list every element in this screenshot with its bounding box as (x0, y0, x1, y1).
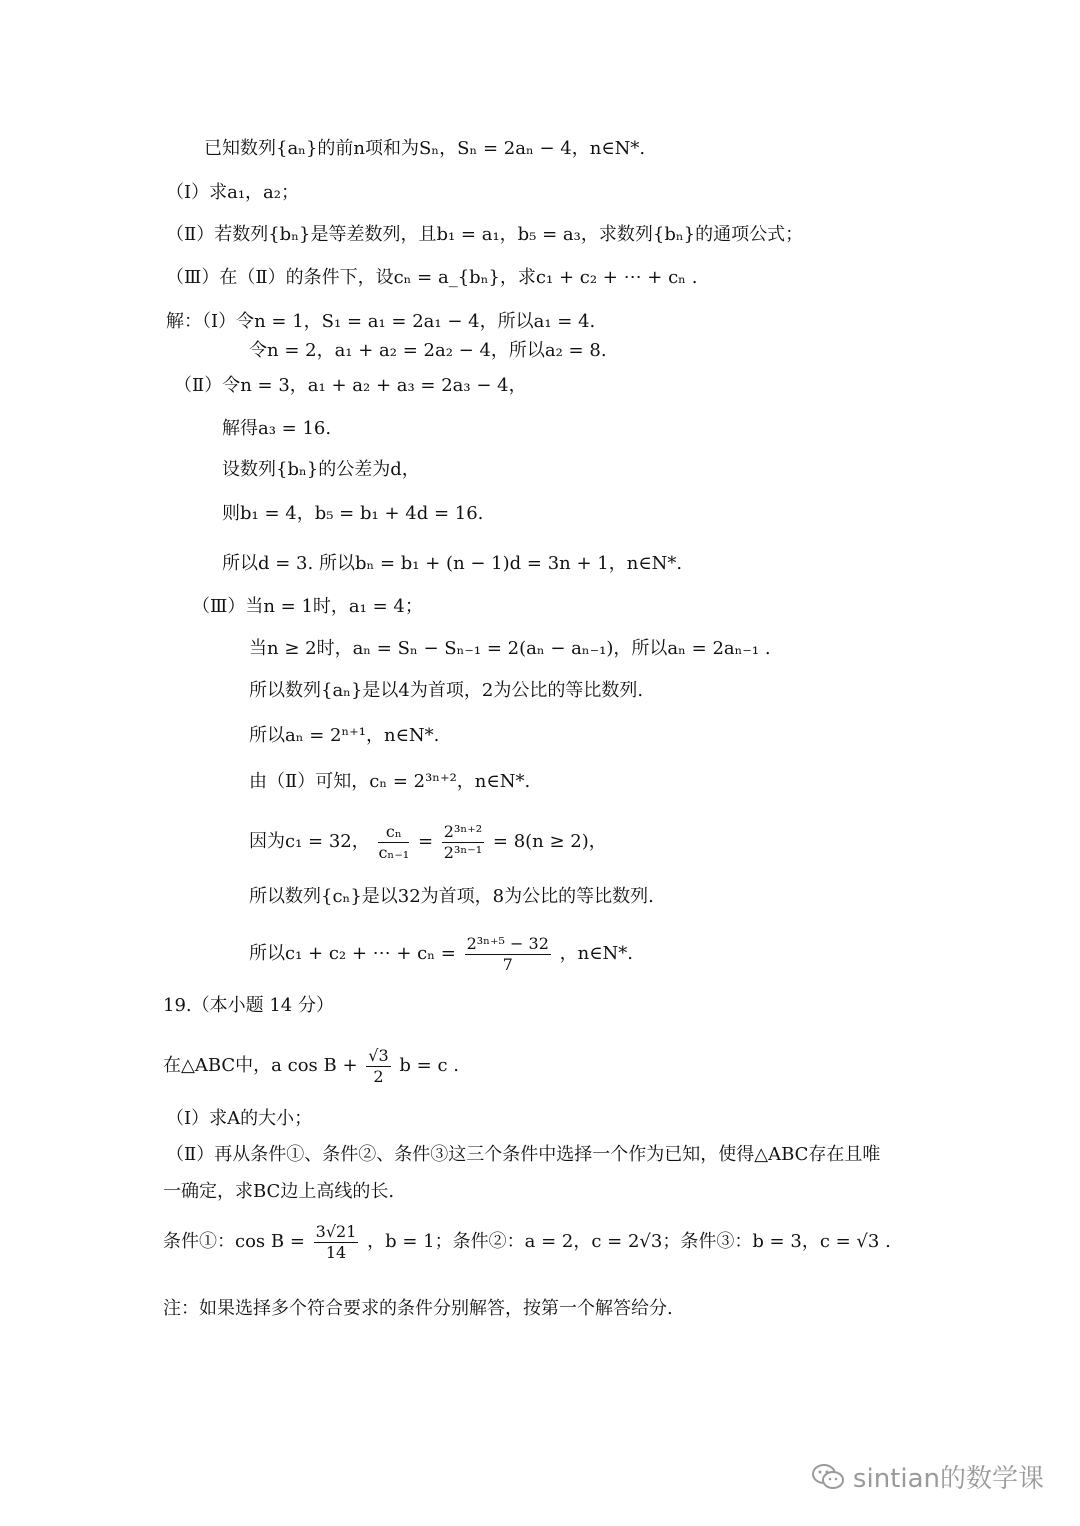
sum-suffix: ，n∈N*. (559, 943, 634, 964)
problem19-stem-suffix: b = c . (399, 1055, 459, 1076)
solution-part3-sum-line (249, 926, 633, 982)
problem19-stem (163, 1038, 459, 1094)
problem19-stem-prefix: 在△ABC中，a cos B + (163, 1055, 358, 1076)
ratio-fraction-power (442, 822, 484, 863)
solution-part1-line1: 解：（Ⅰ）令n = 1，S₁ = a₁ = 2a₁ − 4，所以a₁ = 4. (166, 311, 596, 332)
problem19-stem-fraction (366, 1046, 390, 1087)
solution-part3-line7: 所以数列{cₙ}是以32为首项，8为公比的等比数列. (249, 886, 654, 907)
solution-part1-line2: 令n = 2，a₁ + a₂ = 2a₂ − 4，所以a₂ = 8. (249, 340, 607, 361)
problem18-part2: （Ⅱ）若数列{bₙ}是等差数列，且b₁ = a₁，b₅ = a₃，求数列{bₙ}的通项公式； (166, 224, 804, 245)
solution-part2-line4: 则b₁ = 4，b₅ = b₁ + 4d = 16. (222, 503, 484, 524)
solution-part3-line2: 当n ≥ 2时，aₙ = Sₙ − Sₙ₋₁ = 2(aₙ − aₙ₋₁)，所以aₙ = 2aₙ₋₁ . (249, 638, 771, 659)
ratio-suffix: = 8(n ≥ 2)， (492, 831, 607, 852)
problem19-part2-line1: （Ⅱ）再从条件①、条件②、条件③这三个条件中选择一个作为已知，使得△ABC存在且唯 (166, 1144, 881, 1165)
solution-part3-line4: 所以aₙ = 2ⁿ⁺¹，n∈N*. (249, 725, 440, 746)
ratio-fraction-power-denominator: 2³ⁿ⁻¹ (443, 842, 483, 862)
solution-part3-line3: 所以数列{aₙ}是以4为首项，2为公比的等比数列. (249, 680, 644, 701)
sum-prefix: 所以c₁ + c₂ + ⋯ + cₙ = (249, 943, 456, 964)
sum-fraction (465, 934, 551, 975)
ratio-fraction-power-numerator: 2³ⁿ⁺² (443, 821, 483, 841)
problem19-part1: （Ⅰ）求A的大小； (166, 1108, 313, 1129)
problem19-header: 19.（本小题 14 分） (163, 995, 334, 1016)
conditions-denominator: 14 (325, 1242, 347, 1262)
problem19-stem-denominator: 2 (373, 1066, 384, 1086)
ratio-prefix: 因为c₁ = 32， (249, 831, 370, 852)
solution-part2-line3: 设数列{bₙ}的公差为d， (222, 459, 420, 480)
problem19-note: 注：如果选择多个符合要求的条件分别解答，按第一个解答给分. (163, 1298, 673, 1319)
wechat-icon (811, 1462, 845, 1492)
sum-fraction-numerator: 2³ⁿ⁺⁵ − 32 (466, 933, 549, 953)
conditions-fraction (314, 1222, 359, 1263)
ratio-fraction-c-numerator: cₙ (378, 822, 409, 843)
solution-part3-ratio-line (249, 814, 607, 870)
ratio-fraction-c-denominator: cₙ₋₁ (378, 842, 410, 862)
problem19-conditions (163, 1214, 891, 1270)
problem18-part1: （Ⅰ）求a₁，a₂； (166, 182, 300, 203)
solution-part2-line1: （Ⅱ）令n = 3，a₁ + a₂ + a₃ = 2a₃ − 4， (174, 375, 527, 396)
solution-part3-line5: 由（Ⅱ）可知，cₙ = 2³ⁿ⁺²，n∈N*. (249, 771, 531, 792)
conditions-suffix: ，b = 1；条件②：a = 2，c = 2√3；条件③：b = 3，c = √3 . (367, 1231, 891, 1252)
watermark (811, 1458, 1044, 1495)
watermark-text: sintian的数学课 (852, 1464, 1044, 1494)
sum-fraction-denominator: 7 (502, 954, 513, 974)
problem18-stem: 已知数列{aₙ}的前n项和为Sₙ，Sₙ = 2aₙ − 4，n∈N*. (204, 138, 646, 159)
problem18-part3: （Ⅲ）在（Ⅱ）的条件下，设cₙ = a_{bₙ}，求c₁ + c₂ + ⋯ + cₙ . (166, 267, 698, 288)
ratio-equals: = (417, 831, 434, 852)
solution-part2-line2: 解得a₃ = 16. (222, 418, 332, 439)
conditions-numerator: 3√21 (315, 1221, 357, 1241)
problem19-part2-line2: 一确定，求BC边上高线的长. (163, 1181, 395, 1202)
solution-part3-line1: （Ⅲ）当n = 1时，a₁ = 4； (192, 596, 423, 617)
conditions-prefix: 条件①：cos B = (163, 1231, 305, 1252)
solution-part2-line5: 所以d = 3. 所以bₙ = b₁ + (n − 1)d = 3n + 1，n∈N*. (222, 553, 683, 574)
problem19-stem-numerator: √3 (368, 1045, 389, 1065)
ratio-fraction-c (378, 822, 409, 863)
